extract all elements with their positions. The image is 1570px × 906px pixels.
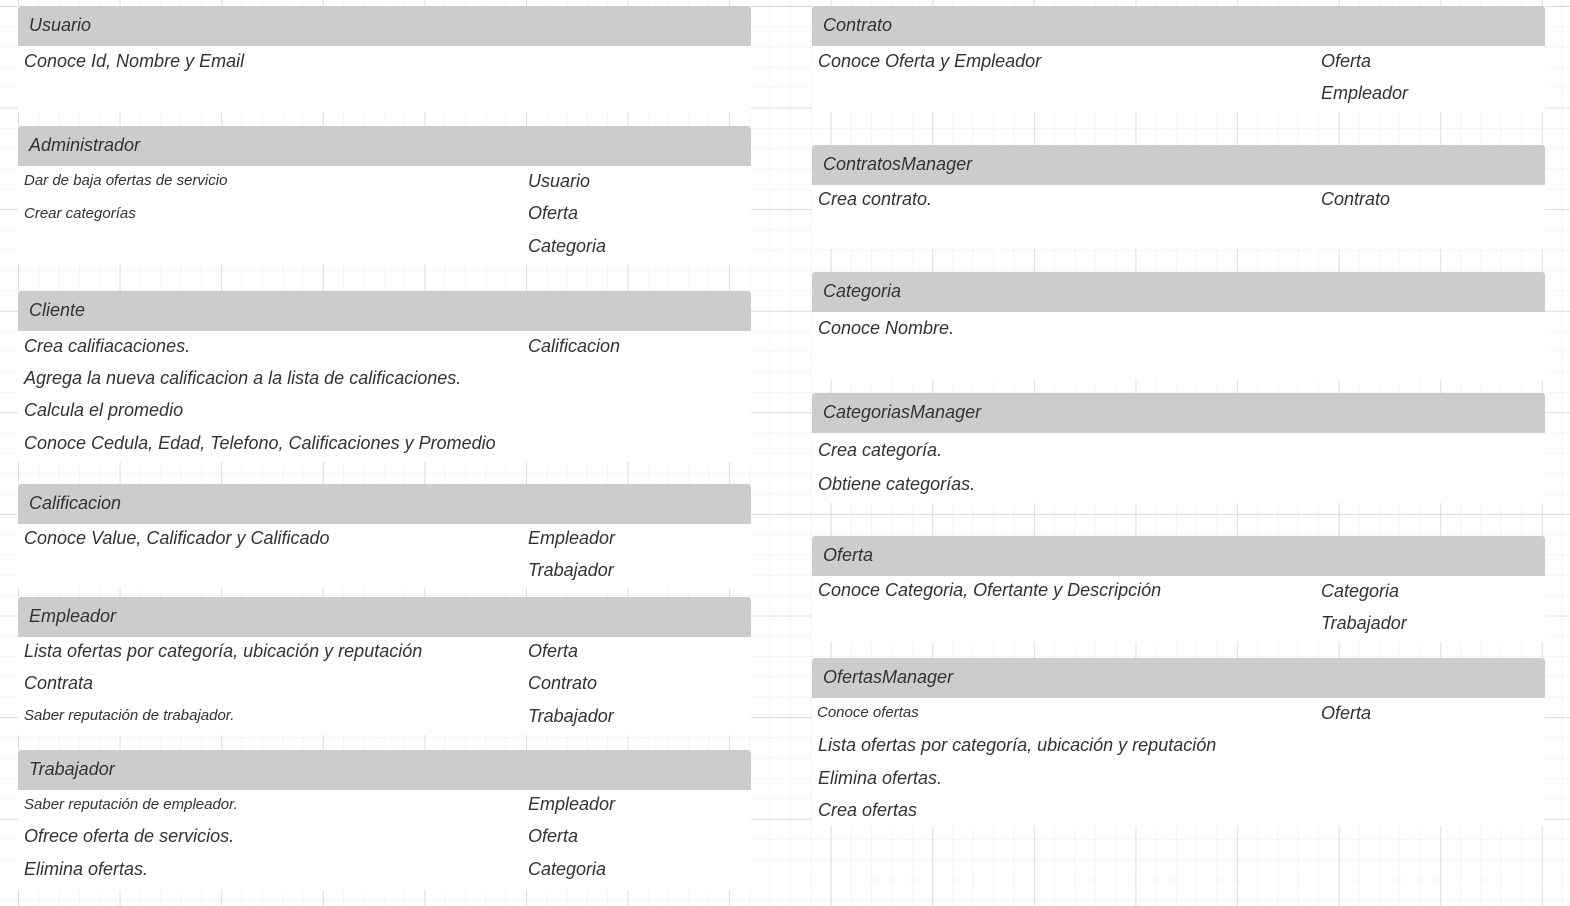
responsibility: Calcula el promedio (24, 400, 184, 420)
card-header (812, 272, 1545, 312)
card-title: ContratosManager (823, 154, 973, 174)
collaborator: Contrato (1321, 189, 1391, 209)
collaborator: Oferta (1321, 51, 1372, 71)
collaborator: Trabajador (528, 560, 614, 580)
crc-card-empleador[interactable] (18, 597, 751, 735)
card-header (18, 126, 751, 166)
card-title: Categoria (823, 281, 902, 301)
crc-card-categoria[interactable] (812, 272, 1545, 380)
card-header (812, 6, 1545, 46)
crc-card-categorias-manager[interactable] (812, 393, 1545, 503)
collaborator: Categoria (528, 859, 607, 879)
card-header (812, 145, 1545, 185)
collaborator: Calificacion (528, 336, 621, 356)
responsibility: Crea contrato. (818, 189, 933, 209)
collaborator: Trabajador (1321, 613, 1407, 633)
crc-card-trabajador[interactable] (18, 750, 751, 890)
responsibility: Obtiene categorías. (818, 474, 976, 494)
collaborator: Oferta (528, 641, 579, 661)
responsibility: Crea ofertas (818, 800, 918, 820)
card-title: Administrador (29, 135, 141, 155)
responsibility: Conoce Categoria, Ofertante y Descripción (818, 580, 1162, 600)
crc-card-oferta[interactable] (812, 536, 1545, 642)
collaborator: Oferta (528, 826, 579, 846)
responsibility: Saber reputación de trabajador. (24, 707, 235, 724)
responsibility: Elimina ofertas. (818, 768, 943, 788)
card-title: Usuario (29, 15, 92, 35)
responsibility: Conoce Oferta y Empleador (818, 51, 1042, 71)
responsibility: Lista ofertas por categoría, ubicación y reputación (818, 735, 1217, 755)
collaborator: Trabajador (528, 706, 614, 726)
collaborator: Empleador (1321, 83, 1409, 103)
responsibility: Conoce Cedula, Edad, Telefono, Calificaciones y Promedio (24, 433, 496, 453)
card-title: Empleador (29, 606, 117, 626)
responsibility: Conoce Nombre. (818, 318, 955, 338)
card-header (18, 291, 751, 331)
collaborator: Usuario (528, 171, 591, 191)
responsibility: Elimina ofertas. (24, 859, 149, 879)
card-title: Calificacion (29, 493, 122, 513)
responsibility: Crear categorías (24, 205, 136, 222)
crc-card-cliente[interactable] (18, 291, 751, 462)
collaborator: Empleador (528, 528, 616, 548)
crc-card-administrador[interactable] (18, 126, 751, 264)
responsibility: Crea califiacaciones. (24, 336, 191, 356)
responsibility: Contrata (24, 673, 94, 693)
crc-card-calificacion[interactable] (18, 484, 751, 588)
collaborator: Categoria (1321, 581, 1400, 601)
crc-card-contratos-manager[interactable] (812, 145, 1545, 249)
card-header (812, 658, 1545, 698)
crc-card-ofertas-manager[interactable] (812, 658, 1545, 826)
card-header (812, 536, 1545, 576)
responsibility: Conoce Id, Nombre y Email (24, 51, 245, 71)
card-header (18, 484, 751, 524)
card-header (18, 750, 751, 790)
card-title: CategoriasManager (823, 402, 982, 422)
responsibility: Crea categoría. (818, 440, 943, 460)
card-header (18, 6, 751, 46)
responsibility: Conoce Value, Calificador y Calificado (24, 528, 330, 548)
collaborator: Empleador (528, 794, 616, 814)
responsibility: Agrega la nueva calificacion a la lista de calificaciones. (24, 368, 462, 388)
card-title: Trabajador (29, 759, 115, 779)
card-title: Oferta (823, 545, 874, 565)
card-header (812, 393, 1545, 433)
responsibility: Dar de baja ofertas de servicio (24, 172, 228, 189)
collaborator: Oferta (1321, 703, 1372, 723)
collaborator: Contrato (528, 673, 598, 693)
collaborator: Oferta (528, 203, 579, 223)
responsibility: Ofrece oferta de servicios. (24, 826, 235, 846)
card-header (18, 597, 751, 637)
card-title: Cliente (29, 300, 86, 320)
crc-card-contrato[interactable] (812, 6, 1545, 112)
collaborator: Categoria (528, 236, 607, 256)
card-title: Contrato (823, 15, 893, 35)
responsibility: Saber reputación de empleador. (24, 796, 238, 813)
card-title: OfertasManager (823, 667, 954, 687)
responsibility: Lista ofertas por categoría, ubicación y reputación (24, 641, 423, 661)
responsibility: Conoce ofertas (817, 704, 919, 721)
crc-card-usuario[interactable] (18, 6, 751, 112)
